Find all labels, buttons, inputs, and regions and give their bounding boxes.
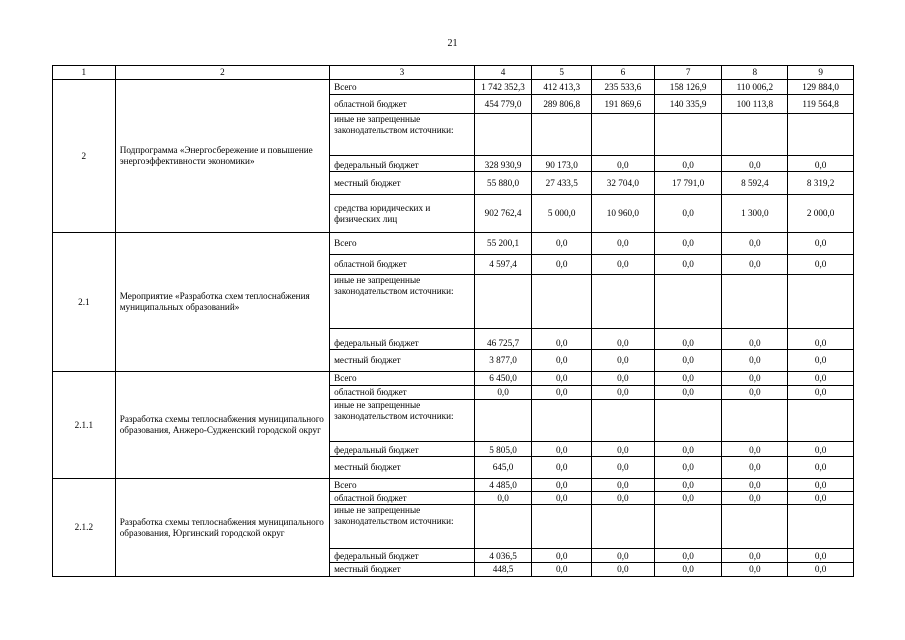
funding-source-label: иные не запрещенные законодательством источники:	[330, 114, 475, 156]
funding-source-label: областной бюджет	[330, 492, 475, 505]
funding-source-label: областной бюджет	[330, 386, 475, 400]
value-cell: 0,0	[592, 350, 655, 372]
funding-source-label: местный бюджет	[330, 350, 475, 372]
value-cell	[474, 114, 532, 156]
value-cell: 0,0	[722, 386, 788, 400]
value-cell: 0,0	[532, 350, 592, 372]
value-cell: 0,0	[654, 492, 722, 505]
funding-source-label: иные не запрещенные законодательством источники:	[330, 400, 475, 442]
value-cell	[788, 505, 854, 549]
funding-source-label: областной бюджет	[330, 95, 475, 114]
table-row	[53, 80, 854, 95]
value-cell: 0,0	[474, 492, 532, 505]
value-cell: 0,0	[592, 457, 655, 479]
funding-source-label: федеральный бюджет	[330, 156, 475, 172]
value-cell: 0,0	[532, 442, 592, 457]
value-cell: 110 006,2	[722, 80, 788, 95]
value-cell	[722, 114, 788, 156]
value-cell	[532, 400, 592, 442]
value-cell: 129 884,0	[788, 80, 854, 95]
value-cell: 2 000,0	[788, 195, 854, 233]
value-cell: 55 880,0	[474, 172, 532, 195]
value-cell: 0,0	[722, 492, 788, 505]
value-cell: 0,0	[532, 372, 592, 386]
value-cell	[788, 400, 854, 442]
value-cell: 0,0	[532, 492, 592, 505]
value-cell: 0,0	[788, 156, 854, 172]
value-cell: 0,0	[722, 329, 788, 350]
value-cell: 0,0	[788, 492, 854, 505]
funding-source-label: иные не запрещенные законодательством источники:	[330, 275, 475, 329]
value-cell: 32 704,0	[592, 172, 655, 195]
value-cell: 27 433,5	[532, 172, 592, 195]
value-cell: 0,0	[532, 563, 592, 577]
row-name: Разработка схемы теплоснабжения муниципального образования, Анжеро-Судженский городской округ	[115, 372, 329, 479]
value-cell: 0,0	[788, 350, 854, 372]
value-cell: 0,0	[592, 329, 655, 350]
value-cell: 454 779,0	[474, 95, 532, 114]
value-cell: 0,0	[592, 549, 655, 563]
value-cell: 0,0	[592, 563, 655, 577]
column-header: 7	[654, 66, 722, 80]
value-cell: 235 533,6	[592, 80, 655, 95]
value-cell: 412 413,3	[532, 80, 592, 95]
value-cell	[474, 400, 532, 442]
value-cell: 6 450,0	[474, 372, 532, 386]
table-row	[53, 479, 854, 492]
value-cell: 10 960,0	[592, 195, 655, 233]
value-cell: 0,0	[592, 156, 655, 172]
value-cell: 0,0	[654, 195, 722, 233]
row-code: 2.1.1	[53, 372, 116, 479]
value-cell: 0,0	[654, 329, 722, 350]
value-cell: 0,0	[592, 386, 655, 400]
value-cell: 0,0	[532, 479, 592, 492]
value-cell: 0,0	[592, 479, 655, 492]
value-cell: 0,0	[654, 549, 722, 563]
funding-source-label: средства юридических и физических лиц	[330, 195, 475, 233]
funding-source-label: федеральный бюджет	[330, 442, 475, 457]
value-cell: 1 300,0	[722, 195, 788, 233]
value-cell: 0,0	[592, 492, 655, 505]
value-cell: 0,0	[788, 372, 854, 386]
value-cell	[592, 505, 655, 549]
funding-source-label: областной бюджет	[330, 255, 475, 275]
value-cell	[654, 505, 722, 549]
value-cell: 0,0	[788, 457, 854, 479]
column-header: 5	[532, 66, 592, 80]
column-header: 8	[722, 66, 788, 80]
value-cell	[722, 505, 788, 549]
funding-source-label: Всего	[330, 80, 475, 95]
value-cell	[788, 114, 854, 156]
value-cell: 0,0	[722, 442, 788, 457]
value-cell: 0,0	[788, 549, 854, 563]
value-cell	[722, 400, 788, 442]
value-cell: 4 036,5	[474, 549, 532, 563]
value-cell: 5 805,0	[474, 442, 532, 457]
value-cell: 0,0	[722, 563, 788, 577]
value-cell: 8 319,2	[788, 172, 854, 195]
value-cell: 0,0	[654, 457, 722, 479]
value-cell	[474, 505, 532, 549]
funding-source-label: федеральный бюджет	[330, 549, 475, 563]
value-cell: 191 869,6	[592, 95, 655, 114]
value-cell: 17 791,0	[654, 172, 722, 195]
value-cell: 0,0	[788, 563, 854, 577]
value-cell: 0,0	[722, 255, 788, 275]
value-cell	[592, 114, 655, 156]
row-name: Подпрограмма «Энергосбережение и повышение энергоэффективности экономики»	[115, 80, 329, 233]
table-row	[53, 233, 854, 255]
table-header-row	[53, 66, 854, 80]
value-cell: 0,0	[654, 563, 722, 577]
value-cell: 90 173,0	[532, 156, 592, 172]
value-cell: 140 335,9	[654, 95, 722, 114]
value-cell: 0,0	[532, 386, 592, 400]
value-cell: 4 597,4	[474, 255, 532, 275]
value-cell: 0,0	[722, 372, 788, 386]
value-cell: 0,0	[722, 457, 788, 479]
value-cell: 119 564,8	[788, 95, 854, 114]
value-cell: 5 000,0	[532, 195, 592, 233]
value-cell: 55 200,1	[474, 233, 532, 255]
table-row	[53, 372, 854, 386]
value-cell: 0,0	[532, 457, 592, 479]
value-cell	[788, 275, 854, 329]
value-cell: 0,0	[474, 386, 532, 400]
column-header: 2	[115, 66, 329, 80]
value-cell: 4 485,0	[474, 479, 532, 492]
value-cell: 645,0	[474, 457, 532, 479]
value-cell: 0,0	[722, 233, 788, 255]
row-code: 2	[53, 80, 116, 233]
value-cell	[592, 275, 655, 329]
value-cell	[474, 275, 532, 329]
value-cell: 0,0	[654, 350, 722, 372]
value-cell: 0,0	[654, 479, 722, 492]
value-cell: 0,0	[722, 156, 788, 172]
row-code: 2.1	[53, 233, 116, 372]
value-cell: 3 877,0	[474, 350, 532, 372]
value-cell: 0,0	[654, 386, 722, 400]
value-cell: 448,5	[474, 563, 532, 577]
value-cell: 0,0	[654, 255, 722, 275]
value-cell: 0,0	[788, 329, 854, 350]
funding-source-label: Всего	[330, 372, 475, 386]
value-cell: 0,0	[788, 233, 854, 255]
value-cell: 0,0	[532, 329, 592, 350]
value-cell	[532, 505, 592, 549]
row-code: 2.1.2	[53, 479, 116, 577]
funding-source-label: Всего	[330, 479, 475, 492]
value-cell	[654, 275, 722, 329]
value-cell: 0,0	[592, 233, 655, 255]
value-cell: 100 113,8	[722, 95, 788, 114]
value-cell: 1 742 352,3	[474, 80, 532, 95]
value-cell	[592, 400, 655, 442]
value-cell: 902 762,4	[474, 195, 532, 233]
value-cell	[532, 275, 592, 329]
value-cell: 0,0	[532, 549, 592, 563]
column-header: 3	[330, 66, 475, 80]
funding-source-label: местный бюджет	[330, 563, 475, 577]
value-cell: 0,0	[788, 442, 854, 457]
funding-source-label: местный бюджет	[330, 457, 475, 479]
funding-source-label: федеральный бюджет	[330, 329, 475, 350]
value-cell: 0,0	[654, 372, 722, 386]
value-cell: 0,0	[788, 386, 854, 400]
column-header: 4	[474, 66, 532, 80]
funding-source-label: местный бюджет	[330, 172, 475, 195]
value-cell: 0,0	[654, 233, 722, 255]
budget-table	[52, 65, 854, 577]
row-name: Мероприятие «Разработка схем теплоснабжения муниципальных образований»	[115, 233, 329, 372]
value-cell: 0,0	[532, 233, 592, 255]
value-cell: 0,0	[788, 255, 854, 275]
funding-source-label: Всего	[330, 233, 475, 255]
value-cell: 0,0	[788, 479, 854, 492]
value-cell: 8 592,4	[722, 172, 788, 195]
column-header: 9	[788, 66, 854, 80]
value-cell: 158 126,9	[654, 80, 722, 95]
value-cell	[654, 114, 722, 156]
value-cell: 328 930,9	[474, 156, 532, 172]
column-header: 6	[592, 66, 655, 80]
value-cell: 46 725,7	[474, 329, 532, 350]
value-cell: 0,0	[654, 442, 722, 457]
column-header: 1	[53, 66, 116, 80]
value-cell: 0,0	[592, 372, 655, 386]
value-cell: 0,0	[722, 350, 788, 372]
value-cell	[532, 114, 592, 156]
value-cell: 0,0	[592, 255, 655, 275]
funding-source-label: иные не запрещенные законодательством источники:	[330, 505, 475, 549]
value-cell: 0,0	[722, 549, 788, 563]
value-cell	[722, 275, 788, 329]
value-cell	[654, 400, 722, 442]
page-number: 21	[447, 38, 458, 49]
value-cell: 0,0	[654, 156, 722, 172]
value-cell: 0,0	[532, 255, 592, 275]
value-cell: 289 806,8	[532, 95, 592, 114]
value-cell: 0,0	[592, 442, 655, 457]
row-name: Разработка схемы теплоснабжения муниципального образования, Юргинский городской округ	[115, 479, 329, 577]
value-cell: 0,0	[722, 479, 788, 492]
